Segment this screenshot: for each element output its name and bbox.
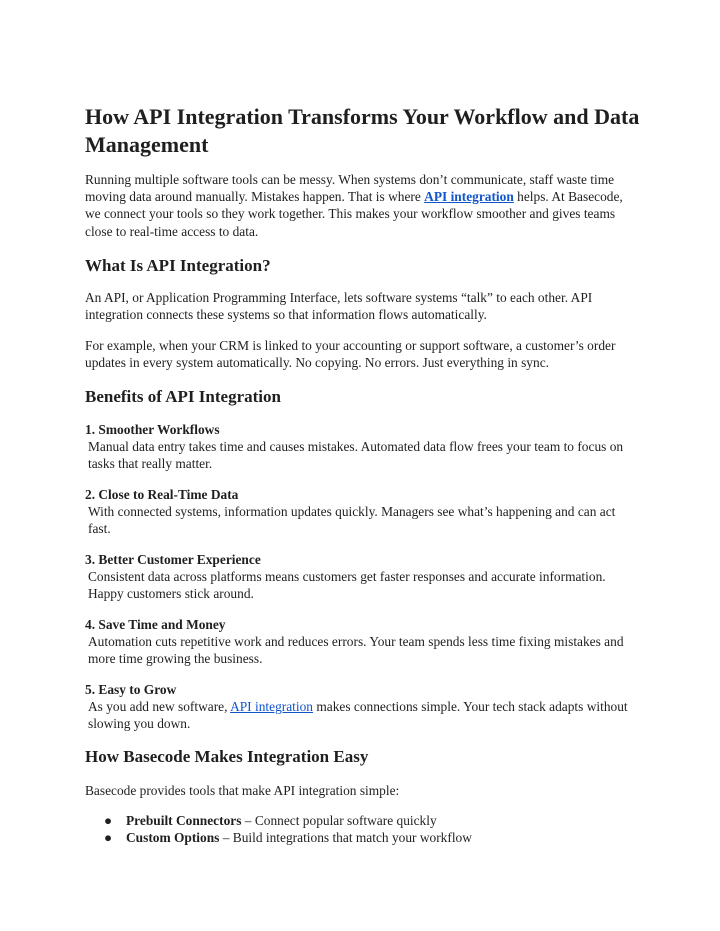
feature-desc: – Connect popular software quickly <box>241 813 437 828</box>
section-heading-what-is: What Is API Integration? <box>85 256 271 275</box>
api-integration-link[interactable]: API integration <box>424 189 514 205</box>
api-integration-link[interactable]: API integration <box>230 699 313 715</box>
bullet-icon: ● <box>104 813 113 828</box>
benefit-title: 3. Better Customer Experience <box>85 552 261 567</box>
benefit-body: With connected systems, information updates quickly. Managers see what’s happening and can act fast. <box>88 504 616 537</box>
benefit-item <box>85 616 637 668</box>
intro-text-after: helps. At Basecode, we connect your tools so they work together. This makes your workflow smoother and gives teams close to real-time access to data. <box>85 189 623 239</box>
benefit-item <box>85 551 637 603</box>
intro-text-before: Running multiple software tools can be messy. When systems don’t communicate, staff waste time moving data around manually. Mistakes happen. That is where <box>85 172 615 205</box>
benefit-item <box>85 681 637 733</box>
section-heading-basecode: How Basecode Makes Integration Easy <box>85 747 369 766</box>
what-is-paragraph-2: For example, when your CRM is linked to your accounting or support software, a customer’s order updates in every system automatically. No copying. No errors. Just everything in sync. <box>85 338 616 371</box>
benefit-body: Manual data entry takes time and causes mistakes. Automated data flow frees your team to focus on tasks that really matter. <box>88 439 624 472</box>
list-item <box>104 812 624 829</box>
benefit-body: Consistent data across platforms means customers get faster responses and accurate information. Happy customers stick around. <box>88 569 606 602</box>
benefit-body <box>85 698 637 732</box>
benefit-title: 2. Close to Real-Time Data <box>85 487 239 502</box>
page-title: How API Integration Transforms Your Workflow and Data Management <box>85 104 640 157</box>
basecode-intro: Basecode provides tools that make API integration simple: <box>85 783 400 798</box>
benefit-item <box>85 421 637 473</box>
feature-desc: – Build integrations that match your workflow <box>219 830 472 846</box>
feature-term: Custom Options <box>126 830 220 846</box>
intro-paragraph <box>85 171 637 240</box>
benefit-body-before: As you add new software, <box>88 699 231 715</box>
benefit-body: Automation cuts repetitive work and reduces errors. Your team spends less time fixing mistakes and more time growing the business. <box>88 634 624 667</box>
bullet-icon: ● <box>104 830 113 846</box>
feature-term: Prebuilt Connectors <box>126 813 242 828</box>
benefit-title: 4. Save Time and Money <box>85 617 226 632</box>
benefit-item <box>85 486 637 538</box>
section-heading-benefits: Benefits of API Integration <box>85 387 281 406</box>
what-is-paragraph-1: An API, or Application Programming Interface, lets software systems “talk” to each other. API integration connects these systems so that information flows automatically. <box>85 290 593 323</box>
list-item <box>104 829 624 846</box>
benefit-title: 5. Easy to Grow <box>85 682 177 697</box>
benefit-title: 1. Smoother Workflows <box>85 422 220 437</box>
feature-list <box>104 812 624 846</box>
benefit-body-after: makes connections simple. Your tech stack adapts without slowing you down. <box>88 699 628 732</box>
